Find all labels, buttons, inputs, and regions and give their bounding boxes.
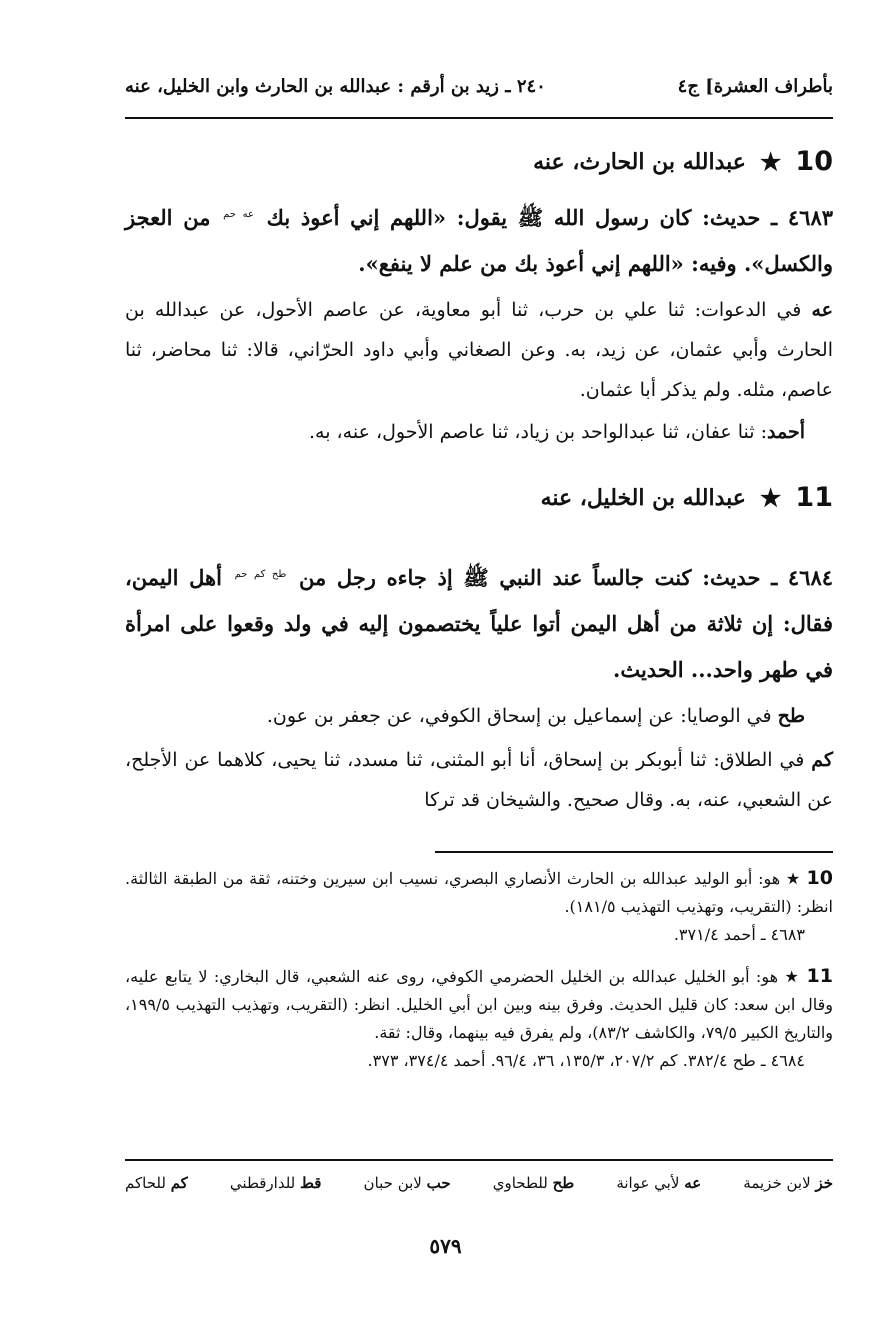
footnote-number: 11 — [806, 965, 833, 987]
running-header — [125, 68, 833, 104]
section-heading-11 — [133, 482, 833, 513]
footnote-rule — [435, 851, 833, 853]
hadith-4683 — [125, 192, 833, 287]
header-rule — [125, 117, 833, 119]
source-text: في الوصايا: عن إسماعيل بن إسحاق الكوفي، عن جعفر بن عون. — [266, 705, 772, 727]
abbreviations-key — [125, 1174, 833, 1204]
header-title: بأطراف العشرة] ج٤ — [677, 75, 833, 97]
hadith-text-part1: ـ حديث: كان رسول الله ﷺ يقول: «اللهم إني أعوذ بك — [266, 205, 778, 230]
footnote-text: هو: أبو الوليد عبدالله بن الحارث الأنصاري البصري، نسيب ابن سيرين وختنه، ثقة من الطبقة الثالثة. انظر: (التقريب، وتهذيب التهذيب ١٨١/٥). — [125, 869, 833, 916]
star-icon: ★ — [785, 869, 801, 888]
source-text: في الطلاق: ثنا أبوبكر بن إسحاق، أنا أبو المثنى، ثنا مسدد، ثنا يحيى، كلاهما عن الأجلح، عن الشعبي، عنه، به. وقال صحيح. والشيخان قد تركا — [125, 749, 833, 811]
source-abbr: أحمد — [767, 421, 805, 443]
source-entry — [125, 290, 833, 410]
source-entry — [125, 412, 833, 452]
hadith-number: ٤٦٨٤ — [787, 565, 834, 590]
abbr-item: قط للدارقطني — [229, 1174, 322, 1192]
section-number: 11 — [795, 482, 833, 513]
hadith-sigla: عه حم — [223, 209, 254, 220]
source-abbr: عه — [811, 299, 833, 321]
footnote-10 — [125, 864, 833, 949]
source-abbr: طح — [777, 705, 805, 727]
source-text: : ثنا عفان، ثنا عبدالواحد بن زياد، ثنا عاصم الأحول، عنه، به. — [308, 421, 768, 443]
star-icon: ★ — [759, 147, 782, 176]
source-entry — [125, 740, 833, 820]
abbreviations-rule — [125, 1159, 833, 1161]
header-subtitle: ٢٤٠ ـ زيد بن أرقم : عبدالله بن الحارث وابن الخليل، عنه — [125, 75, 546, 97]
page-number: ٥٧٩ — [429, 1234, 462, 1258]
source-abbr: كم — [811, 749, 833, 771]
hadith-4684 — [125, 552, 833, 693]
footnote-refs: ٤٦٨٤ ـ طح ٣٨٢/٤. كم ٢٠٧/٢، ١٣٥/٣، ٣٦، ٩٦/٤. أحمد ٣٧٤/٤، ٣٧٣. — [367, 1051, 805, 1070]
footnote-refs: ٤٦٨٣ ـ أحمد ٣٧١/٤. — [673, 925, 805, 944]
hadith-text-part1: ـ حديث: كنت جالساً عند النبي ﷺ إذ جاءه رجل من — [299, 565, 778, 590]
abbr-item: عه لأبي عوانة — [616, 1174, 702, 1192]
star-icon: ★ — [784, 967, 801, 986]
footnote-number: 10 — [806, 867, 833, 889]
abbr-item: حب لابن حبان — [363, 1174, 451, 1192]
section-title: عبدالله بن الحارث، عنه — [533, 148, 746, 175]
abbr-item: خز لابن خزيمة — [743, 1174, 833, 1192]
section-title: عبدالله بن الخليل، عنه — [540, 484, 746, 511]
hadith-text-part2: أهل اليمن، فقال: إن ثلاثة من أهل اليمن أتوا علياً يختصمون إليه في ولد وقعوا على امرأة في طهر واحد... الحديث. — [125, 565, 833, 682]
hadith-number: ٤٦٨٣ — [787, 205, 834, 230]
abbr-item: طح للطحاوي — [492, 1174, 575, 1192]
source-entry — [125, 696, 833, 736]
source-text: في الدعوات: ثنا علي بن حرب، ثنا أبو معاوية، عن عاصم الأحول، عن عبدالله بن الحارث وأبي عثمان، عن زيد، به. وعن الصغاني وأبي داود الحرّاني، قالا: ثنا محاضر، ثنا عاصم، مثله. ولم يذكر أبا عثمان. — [125, 299, 833, 401]
hadith-sigla: طح كم حم — [234, 569, 287, 580]
footnote-11 — [125, 962, 833, 1075]
hadith-text-part2: من العجز والكسل». وفيه: «اللهم إني أعوذ بك من علم لا ينفع». — [125, 205, 833, 276]
section-heading-10 — [133, 146, 833, 177]
footnote-text: هو: أبو الخليل عبدالله بن الخليل الحضرمي الكوفي، روى عنه الشعبي، قال البخاري: لا يتابع عليه، وقال ابن سعد: كان قليل الحديث. وفرق بينه وبين ابن أبي الخليل. انظر: (التقريب، وتهذيب التهذيب ١٩٩/٥، والتاريخ الكبير ٧٩/٥، والكاشف ٨٣/٢)، ولم يفرق فيه بينهما، وقال: ثقة. — [125, 967, 833, 1042]
section-number: 10 — [795, 146, 833, 177]
abbr-item: كم للحاكم — [125, 1174, 188, 1192]
star-icon: ★ — [759, 483, 782, 512]
